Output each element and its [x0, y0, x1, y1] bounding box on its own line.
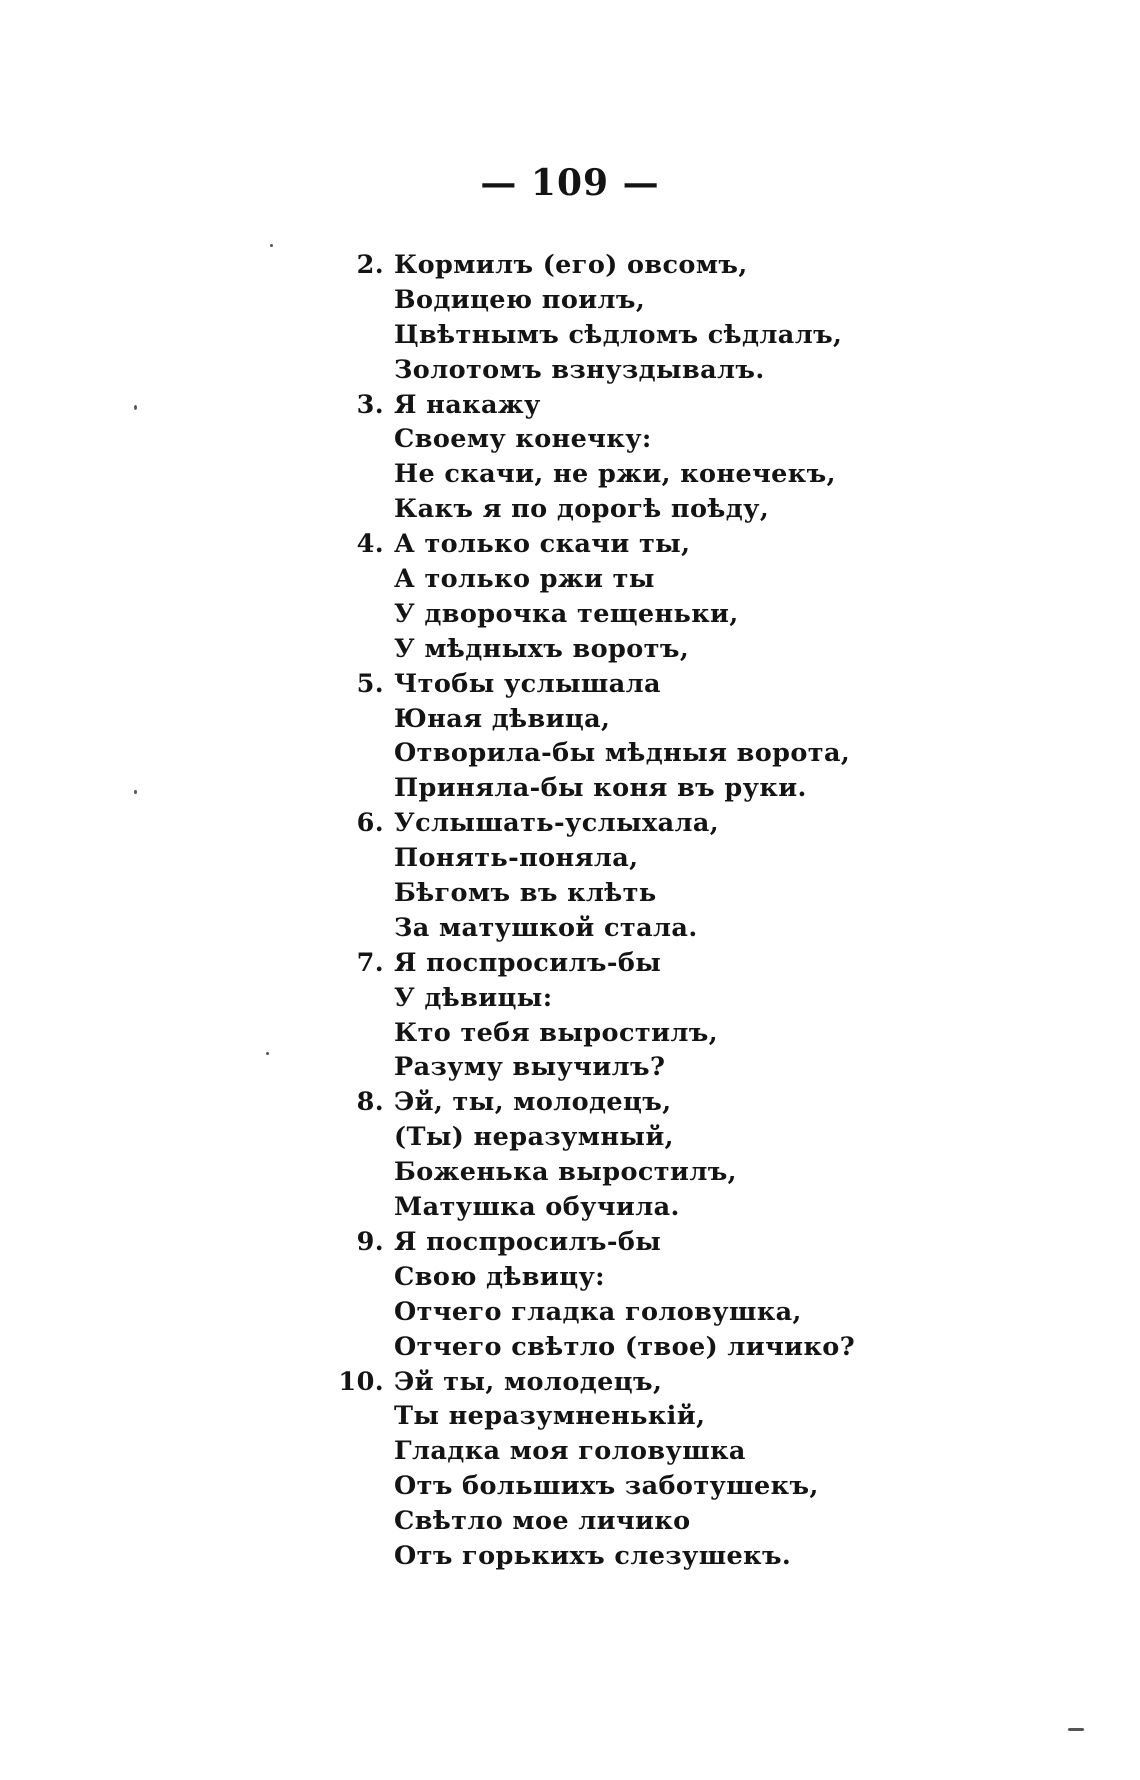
line-text: Кто тебя выростилъ,: [394, 1017, 719, 1048]
line-text: У дворочка тещеньки,: [394, 598, 739, 629]
scan-speck: [270, 244, 273, 247]
poem-line: [300, 248, 900, 283]
poem-line: [300, 1050, 900, 1085]
poem-line: [300, 981, 900, 1016]
stanza-number: 5.: [356, 668, 384, 699]
line-text: Кормилъ (его) овсомъ,: [394, 250, 748, 280]
poem-line: [300, 1225, 900, 1260]
poem-line: [300, 1434, 900, 1469]
poem-line: [300, 318, 900, 353]
stanza-number: 7.: [356, 947, 384, 978]
line-text: А только ржи ты: [394, 564, 655, 595]
line-text: Водицею поилъ,: [394, 284, 646, 315]
poem-line: [300, 457, 900, 492]
poem-line: [300, 492, 900, 527]
poem-line: [300, 1155, 900, 1190]
scan-speck: [266, 1052, 269, 1055]
line-text: Свою дѣвицу:: [394, 1261, 605, 1292]
line-text: Цвѣтнымъ сѣдломъ сѣдлалъ,: [394, 319, 843, 350]
stanza: [300, 1225, 900, 1365]
line-text: Золотомъ взнуздывалъ.: [394, 354, 765, 385]
line-text: Услышать-услыхала,: [394, 808, 720, 839]
poem: [300, 248, 900, 1574]
poem-line: [300, 806, 900, 841]
poem-line: [300, 1504, 900, 1539]
line-text: За матушкой стала.: [394, 912, 698, 943]
stanza-number: 2.: [356, 250, 384, 280]
line-text: Я накажу: [394, 389, 541, 420]
poem-line: [300, 841, 900, 876]
line-text: Матушка обучила.: [394, 1192, 680, 1223]
poem-line: [300, 1120, 900, 1155]
stanza-number: 4.: [356, 529, 384, 560]
line-text: Бѣгомъ въ клѣть: [394, 878, 657, 909]
poem-line: [300, 1260, 900, 1295]
poem-line: [300, 1085, 900, 1120]
line-text: Гладка моя головушка: [394, 1436, 746, 1467]
stanza-number: 9.: [356, 1226, 384, 1257]
stanza: [300, 667, 900, 807]
scan-speck: [1068, 1728, 1084, 1731]
line-text: Я поспросилъ-бы: [394, 1226, 662, 1257]
line-text: Не скачи, не ржи, конечекъ,: [394, 459, 836, 490]
scan-speck: [134, 405, 137, 410]
poem-line: [300, 388, 900, 423]
poem-line: [300, 527, 900, 562]
page-number: — 109 —: [480, 162, 660, 204]
poem-line: [300, 1365, 900, 1400]
poem-line: [300, 1295, 900, 1330]
line-text: Отчего свѣтло (твое) личико?: [394, 1331, 856, 1362]
poem-line: [300, 562, 900, 597]
line-text: Эй ты, молодецъ,: [394, 1366, 663, 1397]
stanza: [300, 248, 900, 388]
poem-line: [300, 946, 900, 981]
line-text: Отъ большихъ заботушекъ,: [394, 1471, 819, 1502]
poem-line: [300, 283, 900, 318]
poem-line: [300, 736, 900, 771]
poem-line: [300, 353, 900, 388]
stanza: [300, 946, 900, 1086]
line-text: Отчего гладка головушка,: [394, 1296, 802, 1327]
line-text: Юная дѣвица,: [394, 703, 611, 734]
poem-line: [300, 422, 900, 457]
stanza-number: 3.: [356, 389, 384, 420]
line-text: Приняла-бы коня въ руки.: [394, 773, 807, 804]
line-text: Боженька выростилъ,: [394, 1157, 737, 1188]
poem-line: [300, 1190, 900, 1225]
stanza-number: 10.: [338, 1366, 384, 1397]
poem-line: [300, 1469, 900, 1504]
poem-line: [300, 632, 900, 667]
line-text: Свѣтло мое личико: [394, 1506, 691, 1537]
line-text: Разуму выучилъ?: [394, 1052, 666, 1083]
line-text: Эй, ты, молодецъ,: [394, 1087, 672, 1118]
line-text: Я поспросилъ-бы: [394, 947, 662, 978]
line-text: Отворила-бы мѣдныя ворота,: [394, 738, 851, 769]
line-text: Ты неразумненькій,: [394, 1401, 706, 1432]
stanza: [300, 1085, 900, 1225]
stanza-number: 8.: [356, 1087, 384, 1118]
line-text: У дѣвицы:: [394, 982, 553, 1013]
line-text: Чтобы услышала: [394, 668, 661, 699]
line-text: Отъ горькихъ слезушекъ.: [394, 1540, 792, 1571]
line-text: А только скачи ты,: [394, 529, 691, 560]
stanza: [300, 388, 900, 528]
stanza: [300, 1365, 900, 1574]
line-text: Своему конечку:: [394, 424, 652, 455]
scan-speck: [134, 790, 137, 794]
poem-line: [300, 597, 900, 632]
line-text: Понять-поняла,: [394, 843, 639, 874]
stanza: [300, 806, 900, 946]
poem-line: [300, 771, 900, 806]
line-text: (Ты) неразумный,: [394, 1122, 674, 1153]
poem-line: [300, 876, 900, 911]
poem-line: [300, 702, 900, 737]
poem-line: [300, 1330, 900, 1365]
poem-line: [300, 911, 900, 946]
stanza-number: 6.: [356, 808, 384, 839]
poem-line: [300, 667, 900, 702]
poem-line: [300, 1399, 900, 1434]
stanza: [300, 527, 900, 667]
line-text: Какъ я по дорогѣ поѣду,: [394, 494, 770, 525]
line-text: У мѣдныхъ воротъ,: [394, 633, 690, 664]
poem-line: [300, 1016, 900, 1051]
poem-line: [300, 1539, 900, 1574]
